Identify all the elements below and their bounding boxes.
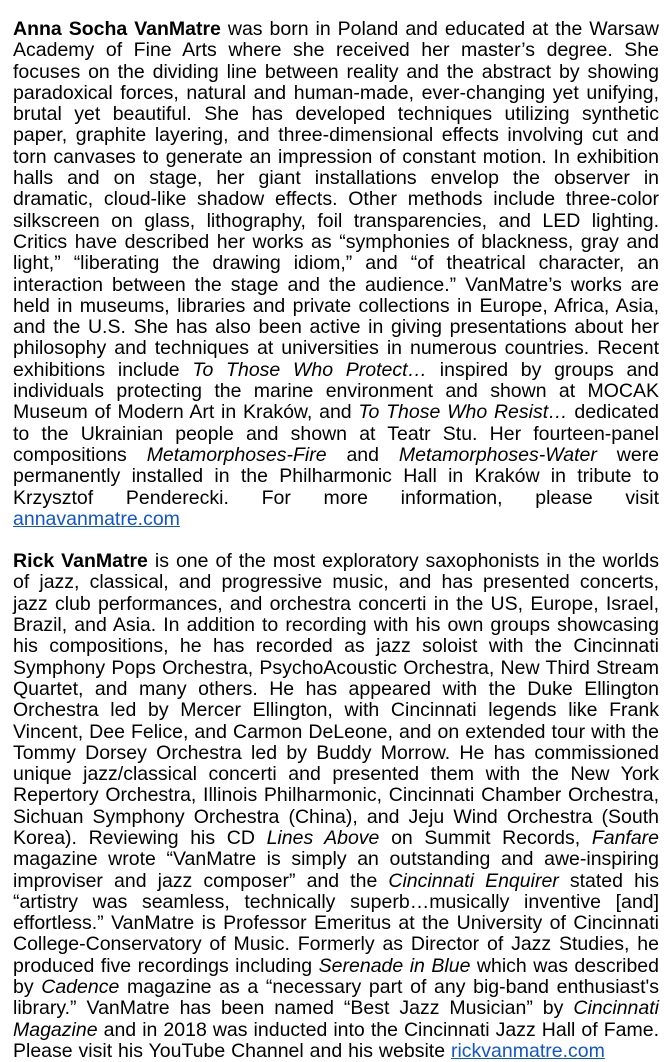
work-title: Metamorphoses-Fire <box>146 443 327 466</box>
body-text: is one of the most exploratory saxophonists in the worlds of jazz, classical, and progressive music, and has presented concerts, jazz club performances, and orchestra concerti in the US, Europe, Israel, Brazil, and Asia. In addition to recording with his own groups showcasing his compositions, he has recorded as jazz soloist with the Cincinnati Symphony Pops Orchestra, PsychoAcoustic Orchestra, New Third Stream Quartet, and many others. He has appeared with the Duke Ellington Orchestra led by Mercer Ellington, with Cincinnati legends like Frank Vincent, Dee Felice, and Carmon DeLeone, and on extended tour with the Tommy Dorsey Orchestra led by Buddy Morrow. He has commissioned unique jazz/classical concerti and presented them with the New York Repertory Orchestra, Illinois Philharmonic, Cincinnati Chamber Orchestra, Sichuan Symphony Orchestra (China), and Jeju Wind Orchestra (South Korea). Reviewing his CD <box>13 550 659 849</box>
body-text: was born in Poland and educated at the Warsaw Academy of Fine Arts where she received her master’s degree. She focuses on the dividing line between reality and the abstract by showing paradoxical forces, natural and human-made, ever-changing yet unifying, brutal yet beautiful. She has developed techniques utilizing synthetic paper, graphite layering, and three-dimensional effects involving cut and torn canvases to generate an impression of constant motion. In exhibition halls and on stage, her giant installations envelop the observer in dramatic, cloud-like shadow effects. Other methods include three-color silkscreen on glass, lithography, foil transparencies, and LED lighting. Critics have described her works as “symphonies of blackness, gray and light,” “liberating the drawing idiom,” and “of theatrical character, an interaction between the stage and the audience.” VanMatre’s works are held in museums, libraries and private collections in Europe, Africa, Asia, and the U.S. She has also been active in giving presentations about her philosophy and techniques at universities in numerous countries. Recent exhibitions include <box>13 18 660 381</box>
body-text: and in 2018 was inducted into the Cincinnati Jazz Hall of Fame. Please visit his YouTube Channel and his website <box>13 1018 659 1062</box>
body-text: on Summit Records, <box>379 826 592 849</box>
body-text: magazine wrote “VanMatre is simply an outstanding and awe-inspiring improviser and jazz composer” and the <box>13 848 659 892</box>
rick-website-link[interactable]: rickvanmatre.com <box>450 1039 605 1062</box>
publication-name: Fanfare <box>591 826 660 849</box>
work-title: Lines Above <box>266 826 380 849</box>
body-text: were permanently installed in the Philharmonic Hall in Kraków in tribute to Krzysztof Penderecki. For more information, please visit <box>13 443 660 509</box>
publication-name: Cadence <box>41 976 120 999</box>
publication-name: Cincinnati Magazine <box>13 997 659 1041</box>
anna-website-link[interactable]: annavanmatre.com <box>13 507 180 530</box>
bio-paragraph-rick <box>13 551 659 1062</box>
publication-name: Cincinnati Enquirer <box>388 869 559 892</box>
work-title: Serenade in Blue <box>318 954 471 977</box>
body-text: and <box>326 443 399 466</box>
body-text: which was described by <box>13 954 659 999</box>
person-name: Rick VanMatre <box>13 550 148 573</box>
work-title: To Those Who Protect… <box>192 358 428 381</box>
person-name: Anna Socha VanMatre <box>13 18 221 40</box>
body-text: inspired by groups and individuals protecting the marine environment and shown at MOCAK Museum of Modern Art in Kraków, and <box>13 358 659 424</box>
work-title: To Those Who Resist… <box>358 401 568 424</box>
body-text: dedicated to the Ukrainian people and shown at Teatr Stu. Her fourteen-panel compositions <box>13 401 659 466</box>
work-title: Metamorphoses-Water <box>398 443 597 466</box>
body-text: stated his “artistry was seamless, technically superb…musically inventive [and] effortless.” VanMatre is Professor Emeritus at the University of Cincinnati College-Conservatory of Music. Formerly as Director of Jazz Studies, he produced five recordings including <box>13 869 659 977</box>
bio-paragraph-anna <box>13 19 659 530</box>
body-text: magazine as a “necessary part of any big-band enthusiast's library.” VanMatre has been named “Best Jazz Musician” by <box>13 976 660 1020</box>
